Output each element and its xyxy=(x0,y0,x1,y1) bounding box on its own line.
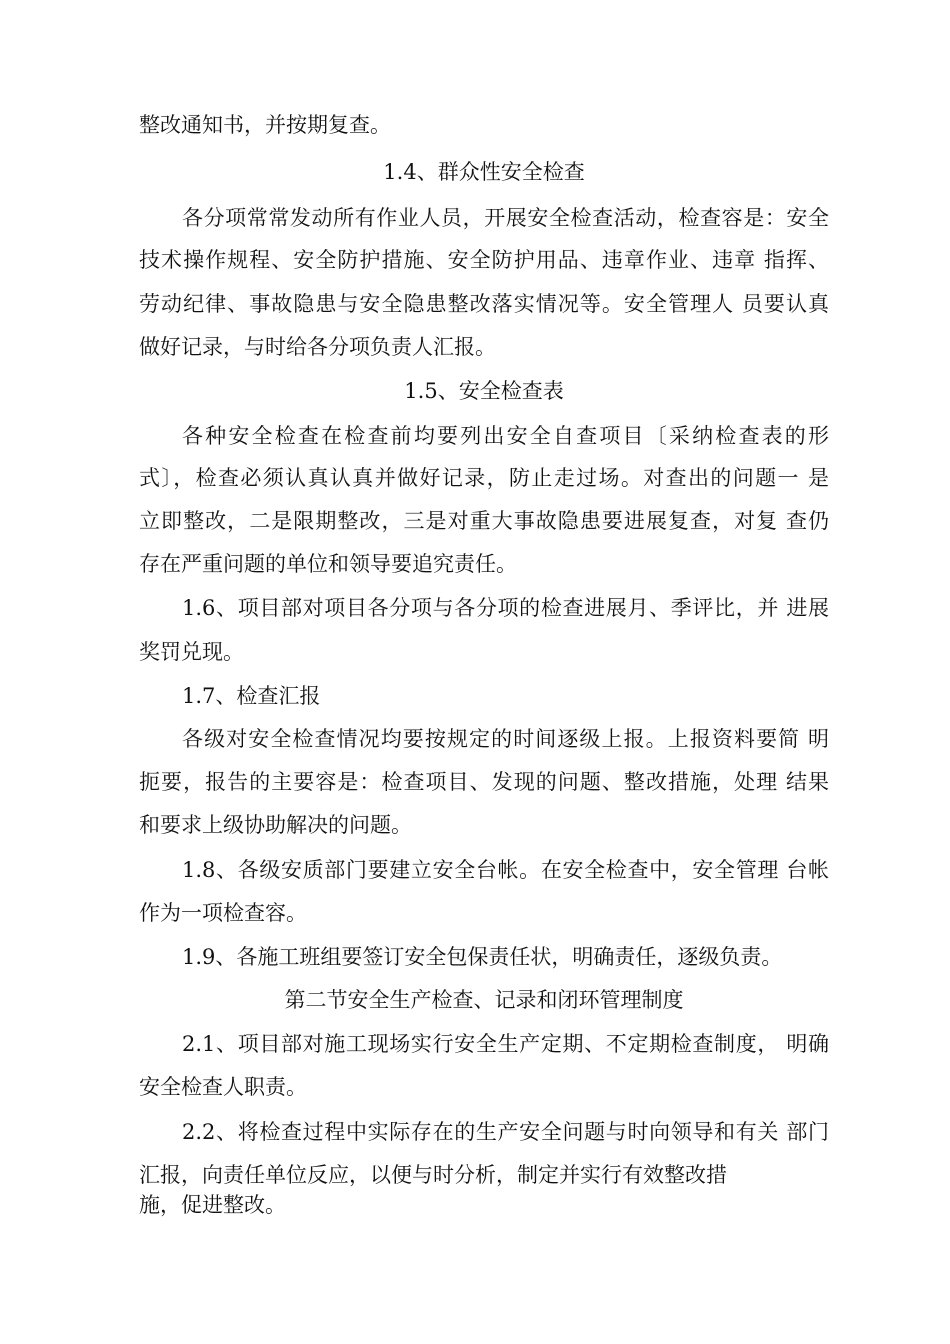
paragraph-line: 1.6、项目部对项目各分项与各分项的检查进展月、季评比，并 进展 xyxy=(182,596,829,620)
paragraph-line: 存在严重问题的单位和领导要追究责任。 xyxy=(139,552,517,576)
section-heading: 1.5、安全检查表 xyxy=(404,379,564,403)
paragraph-line: 施，促进整改。 xyxy=(139,1193,286,1217)
paragraph-line: 各级对安全检查情况均要按规定的时间逐级上报。上报资料要简 明 xyxy=(182,727,829,751)
paragraph-line: 扼要，报告的主要容是：检查项目、发现的问题、整改措施，处理 结果 xyxy=(139,770,829,794)
paragraph-line: 奖罚兑现。 xyxy=(139,640,244,664)
section-heading: 1.4、群众性安全检查 xyxy=(383,160,585,184)
paragraph-line: 立即整改，二是限期整改，三是对重大事故隐患要进展复查，对复 查仍 xyxy=(139,509,829,533)
paragraph-line: 1.8、各级安质部门要建立安全台帐。在安全检查中，安全管理 台帐 xyxy=(182,858,829,882)
paragraph-line: 安全检查人职责。 xyxy=(139,1075,307,1099)
paragraph-line: 整改通知书，并按期复查。 xyxy=(139,113,391,137)
paragraph-line: 1.9、各施工班组要签订安全包保责任状，明确责任，逐级负责。 xyxy=(182,945,783,969)
paragraph-line: 技术操作规程、安全防护措施、安全防护用品、违章作业、违章 指挥、 xyxy=(139,248,829,272)
paragraph-line: 2.1、项目部对施工现场实行安全生产定期、不定期检查制度， 明确 xyxy=(182,1032,829,1056)
paragraph-line: 式〕，检查必须认真认真并做好记录，防止走过场。对查出的问题一 是 xyxy=(139,466,829,490)
section-heading: 1.7、检查汇报 xyxy=(182,684,321,708)
paragraph-line: 2.2、将检查过程中实际存在的生产安全问题与时向领导和有关 部门 xyxy=(182,1120,829,1144)
paragraph-line: 汇报，向责任单位反应，以便与时分析，制定并实行有效整改措 xyxy=(139,1163,727,1187)
paragraph-line: 和要求上级协助解决的问题。 xyxy=(139,813,412,837)
chapter-heading: 第二节安全生产检查、记录和闭环管理制度 xyxy=(284,988,684,1012)
paragraph-line: 劳动纪律、事故隐患与安全隐患整改落实情况等。安全管理人 员要认真 xyxy=(139,292,829,316)
paragraph-line: 各分项常常发动所有作业人员，开展安全检查活动，检查容是：安全 xyxy=(182,206,829,230)
paragraph-line: 作为一项检查容。 xyxy=(139,901,307,925)
paragraph-line: 做好记录，与时给各分项负责人汇报。 xyxy=(139,335,496,359)
paragraph-line: 各种安全检查在检查前均要列出安全自查项目〔采纳检查表的形 xyxy=(182,424,829,448)
